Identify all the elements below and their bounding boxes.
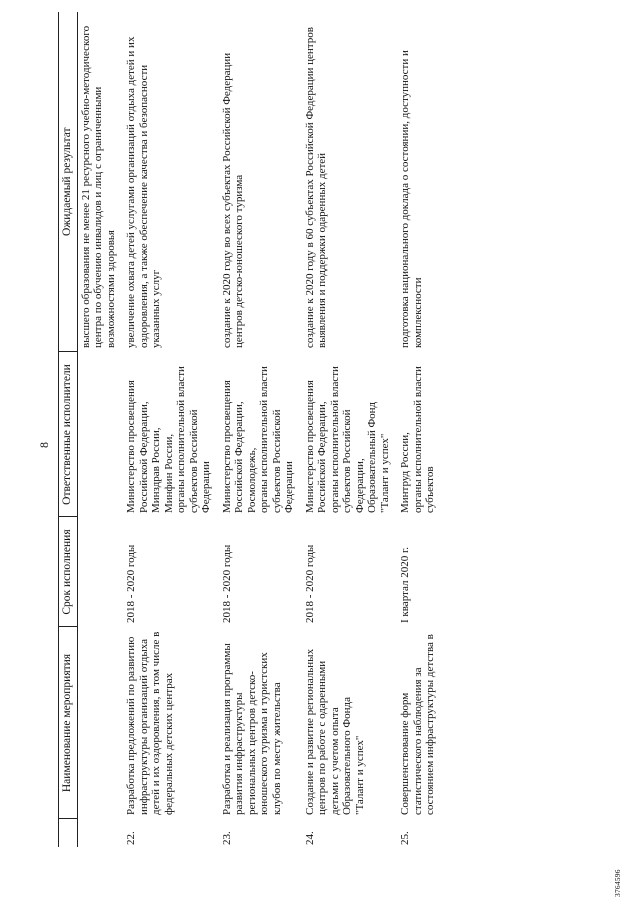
table-row [123,12,219,847]
row-term: 2018 - 2020 годы [220,544,233,623]
table-row [219,12,302,847]
header-responsible: Ответственные исполнители [59,352,78,517]
continuation-row [77,12,123,847]
row-responsible: Министерство просвещения Российской Федерации, Минздрав России, Минфин России, органы исполнительной власти субъектов Российской Федерации [125,366,212,513]
row-number: 25. [399,831,411,845]
action-plan-table [58,12,443,847]
row-name: Разработка и реализация программы развития инфраструктуры региональных центров детско-юношеского туризма и туристских клубов по месту жительства [220,643,283,815]
row-responsible: Минтруд России, органы исполнительной власти субъектов [399,366,436,513]
header-name: Наименование мероприятия [59,627,78,819]
row-number: 24. [303,831,316,845]
table-row [397,12,443,847]
header-term: Срок исполнения [59,517,78,627]
header-number [59,819,78,847]
row-name: Разработка предложений по развитию инфраструктуры организаций отдыха детей и их оздоровления, в том числе в федеральных детских центрах [125,631,175,815]
row-result: подготовка национального доклада о состоянии, доступности и комплексности [399,50,424,348]
table-header-row [59,12,78,847]
row-name: Совершенствование форм статистического наблюдения за состоянием инфраструктуры детства в [399,634,436,815]
header-result: Ожидаемый результат [59,12,78,352]
document-code: 3764596 [613,869,622,897]
row-term: 2018 - 2020 годы [125,544,137,623]
continuation-result: высшего образования не менее 21 ресурсного учебно-методического центра по обучению инвалидов и лиц с ограниченными возможностями здоровья [79,25,117,348]
row-result: создание к 2020 году в 60 субъектах Российской Федерации центров выявления и поддержки одаренных детей [303,27,328,348]
row-term: I квартал 2020 г. [399,547,411,623]
row-name: Создание и развитие региональных центров по работе с одаренными детьми с учетом опыта Образовательного Фонда "Талант и успех" [303,648,366,815]
row-responsible: Министерство просвещения Российской Федерации, Росмолодежь, органы исполнительной власти субъектов Российской Федерации [220,366,295,513]
row-result: увеличение охвата детей услугами организаций отдыха детей и их оздоровления, а также обеспечение качества и безопасности указанных услуг [125,36,162,348]
table-row [302,12,398,847]
row-term: 2018 - 2020 годы [303,544,316,623]
row-result: создание к 2020 году во всех субъектах Российской Федерации центров детско-юношеского туризма [220,52,245,348]
row-number: 22. [125,831,137,845]
page-number: 8 [37,442,51,448]
row-responsible: Министерство просвещения Российской Федерации, органы исполнительной власти субъектов Российской Федерации, Образовательный Фонд "Талант и успех" [303,366,391,513]
row-number: 23. [220,831,233,845]
